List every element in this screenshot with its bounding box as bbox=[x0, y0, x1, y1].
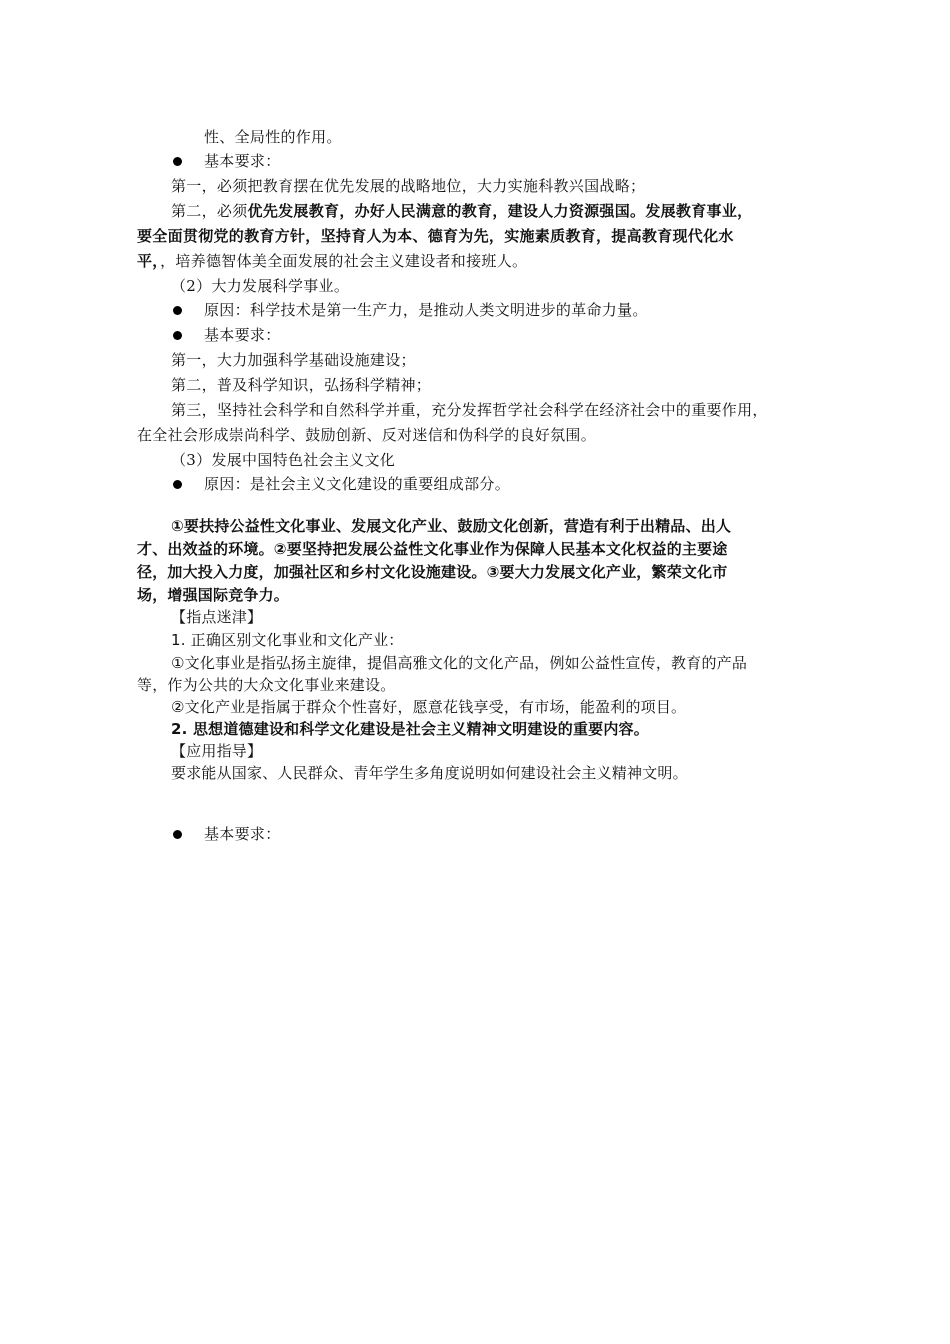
text-line: 基本要求： bbox=[204, 825, 281, 843]
text-span: ，培养德智体美全面发展的社会主义建设者和接班人。 bbox=[160, 252, 528, 270]
text-line: 才、出效益的环境。②要坚持把发展公益性文化事业作为保障人民基本文化权益的主要途 bbox=[137, 540, 728, 558]
bullet-icon bbox=[173, 830, 182, 839]
bold-text-span: 优先发展教育，办好人民满意的教育，建设人力资源强国。发展教育事业， bbox=[247, 202, 753, 220]
text-line: ①文化事业是指弘扬主旋律，提倡高雅文化的文化产品，例如公益性宣传，教育的产品 bbox=[171, 654, 748, 672]
bullet-icon bbox=[173, 157, 182, 166]
text-line: 2. 思想道德建设和科学文化建设是社会主义精神文明建设的重要内容。 bbox=[171, 720, 649, 738]
text-line: ①要扶持公益性文化事业、发展文化产业、鼓励文化创新，营造有利于出精品、出人 bbox=[171, 517, 732, 535]
section-heading: 【指点迷津】 bbox=[171, 608, 263, 626]
bullet-icon bbox=[173, 306, 182, 315]
text-line bbox=[137, 251, 527, 271]
bullet-icon bbox=[173, 480, 182, 489]
bold-text-span: 平， bbox=[137, 252, 161, 270]
text-line: 要求能从国家、人民群众、青年学生多角度说明如何建设社会主义精神文明。 bbox=[171, 764, 688, 782]
text-line: 在全社会形成崇尚科学、鼓励创新、反对迷信和伪科学的良好氛围。 bbox=[137, 426, 597, 444]
text-line: 第一，必须把教育摆在优先发展的战略地位，大力实施科教兴国战略； bbox=[171, 177, 646, 195]
text-line: （3）发展中国特色社会主义文化 bbox=[171, 451, 396, 469]
text-line: 1. 正确区别文化事业和文化产业： bbox=[171, 631, 404, 649]
text-line: ②文化产业是指属于群众个性喜好，愿意花钱享受，有市场，能盈利的项目。 bbox=[171, 698, 687, 716]
text-line: （2）大力发展科学事业。 bbox=[171, 277, 350, 295]
text-line: 原因：科学技术是第一生产力，是推动人类文明进步的革命力量。 bbox=[204, 301, 648, 319]
text-line: 等，作为公共的大众文化事业来建设。 bbox=[137, 676, 396, 694]
text-span: 第二，必须 bbox=[171, 202, 248, 220]
text-line: 径，加大投入力度，加强社区和乡村文化设施建设。③要大力发展文化产业，繁荣文化市 bbox=[137, 563, 728, 581]
text-line: 场，增强国际竞争力。 bbox=[137, 586, 290, 604]
text-line: 第一，大力加强科学基础设施建设； bbox=[171, 351, 416, 369]
bullet-icon bbox=[173, 331, 182, 340]
section-heading: 【应用指导】 bbox=[171, 742, 263, 760]
text-line: 原因：是社会主义文化建设的重要组成部分。 bbox=[204, 475, 511, 493]
text-line: 第二，普及科学知识，弘扬科学精神； bbox=[171, 376, 432, 394]
text-line bbox=[171, 201, 752, 221]
text-line: 基本要求： bbox=[204, 152, 281, 170]
text-line: 性、全局性的作用。 bbox=[204, 128, 342, 146]
text-line: 要全面贯彻党的教育方针，坚持育人为本、德育为先，实施素质教育，提高教育现代化水 bbox=[137, 227, 734, 245]
text-line: 基本要求： bbox=[204, 326, 281, 344]
text-line: 第三，坚持社会科学和自然科学并重，充分发挥哲学社会科学在经济社会中的重要作用， bbox=[171, 401, 768, 419]
